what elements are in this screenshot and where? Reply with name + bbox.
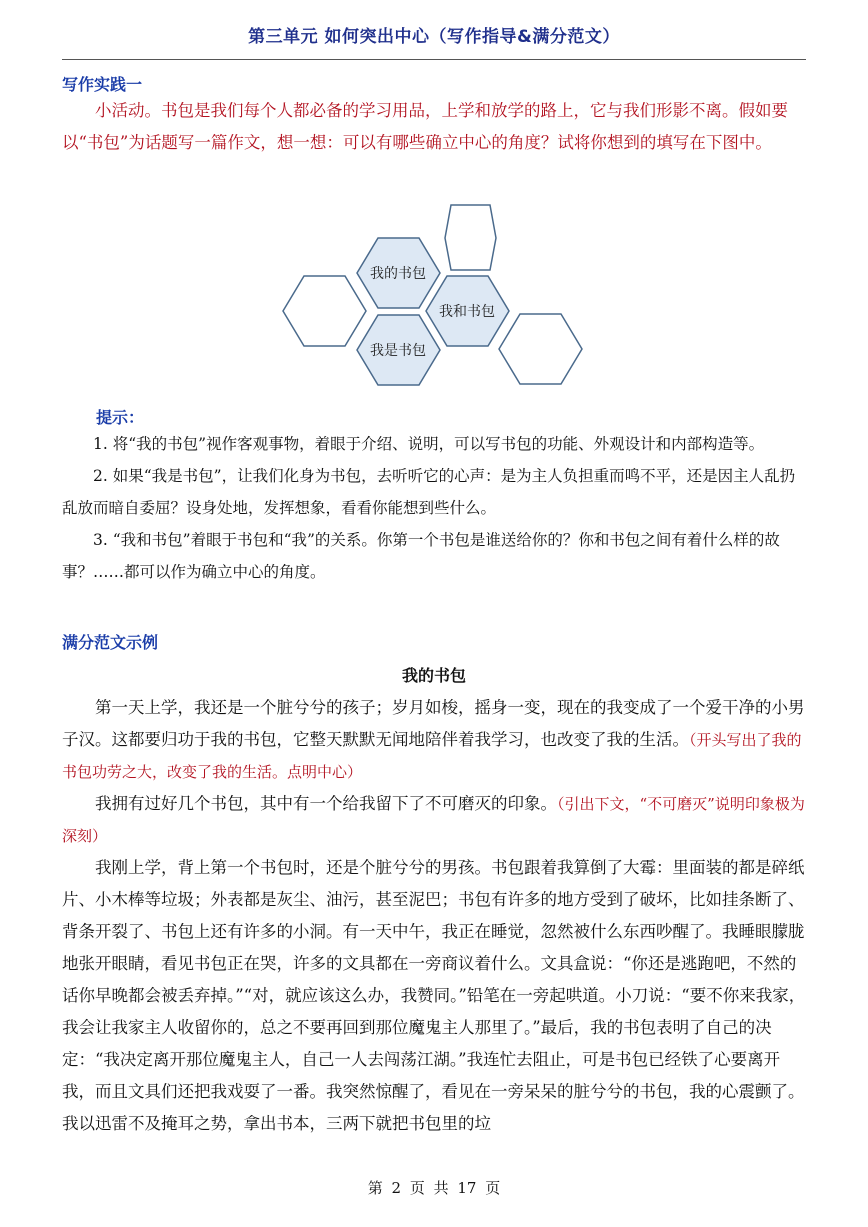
essay-body	[62, 692, 806, 1140]
hex-empty-right	[499, 314, 582, 384]
hint-item-3: 3. “我和书包”着眼于书包和“我”的关系。你第一个书包是谁送给你的？你和书包之间有着什么样的故事？……都可以作为确立中心的角度。	[62, 531, 780, 581]
hex-label-i-am-schoolbag: 我是书包	[370, 343, 426, 359]
page-footer: 第 2 页 共 17 页	[367, 1179, 501, 1197]
hex-empty-left	[283, 276, 366, 346]
hex-label-my-schoolbag: 我的书包	[370, 266, 426, 282]
essay-paragraph-2-comment: （引出下文，“不可磨灭”说明印象极为深刻）	[62, 795, 805, 845]
essay-paragraph-1-text: 第一天上学，我还是一个脏兮兮的孩子；岁月如梭，摇身一变，现在的我变成了一个爱干净的小男子汉。这都要归功于我的书包，它整天默默无闻地陪伴着我学习，也改变了我的生活。	[62, 698, 805, 749]
practice-instruction-block	[62, 95, 806, 159]
page-header-title: 第三单元 如何突出中心（写作指导&满分范文）	[248, 27, 620, 47]
essay-paragraph-2-text: 我拥有过好几个书包，其中有一个给我留下了不可磨灭的印象。	[95, 794, 557, 813]
essay-paragraph-2	[62, 788, 806, 852]
hexagon-diagram	[280, 200, 590, 390]
essay-paragraph-1	[62, 692, 806, 788]
hints-list	[62, 428, 806, 588]
hex-label-me-and-schoolbag: 我和书包	[439, 304, 495, 320]
hint-item-2: 2. 如果“我是书包”，让我们化身为书包，去听听它的心声：是为主人负担重而鸣不平，还是因主人乱扔乱放而暗自委屈？设身处地，发挥想象，看看你能想到些什么。	[62, 467, 796, 517]
header-divider	[62, 59, 806, 60]
practice-heading: 写作实践一	[62, 75, 143, 94]
hints-title: 提示：	[96, 408, 145, 427]
hint-item-1: 1. 将“我的书包”视作客观事物，着眼于介绍、说明，可以写书包的功能、外观设计和内部构造等。	[93, 435, 765, 453]
essay-title: 我的书包	[401, 666, 466, 685]
example-heading: 满分范文示例	[62, 633, 159, 652]
hex-empty-top	[445, 205, 496, 270]
practice-instruction: 小活动。书包是我们每个人都必备的学习用品，上学和放学的路上，它与我们形影不离。假如要以“书包”为话题写一篇作文，想一想：可以有哪些确立中心的角度？试将你想到的填写在下图中。	[62, 101, 788, 152]
essay-paragraph-1-comment: （开头写出了我的书包功劳之大，改变了我的生活。点明中心）	[62, 731, 802, 781]
essay-paragraph-3: 我刚上学，背上第一个书包时，还是个脏兮兮的男孩。书包跟着我算倒了大霉：里面装的都是碎纸片、小木棒等垃圾；外表都是灰尘、油污，甚至泥巴；书包有许多的地方受到了破坏，比如挂条断了、背条开裂了、书包上还有许多的小洞。有一天中午，我正在睡觉，忽然被什么东西吵醒了。我睡眼朦胧地张开眼睛，看见书包正在哭，许多的文具都在一旁商议着什么。文具盒说：“你还是逃跑吧，不然的话你早晚都会被丢弃掉。”“对，就应该这么办，我赞同。”铅笔在一旁起哄道。小刀说：“要不你来我家，我会让我家主人收留你的，总之不要再回到那位魔鬼主人那里了。”最后，我的书包表明了自己的决定：“我决定离开那位魔鬼主人，自己一人去闯荡江湖。”我连忙去阻止，可是书包已经铁了心要离开我，而且文具们还把我戏耍了一番。我突然惊醒了，看见在一旁呆呆的脏兮兮的书包，我的心震颤了。我以迅雷不及掩耳之势，拿出书本，三两下就把书包里的垃	[62, 858, 806, 1133]
